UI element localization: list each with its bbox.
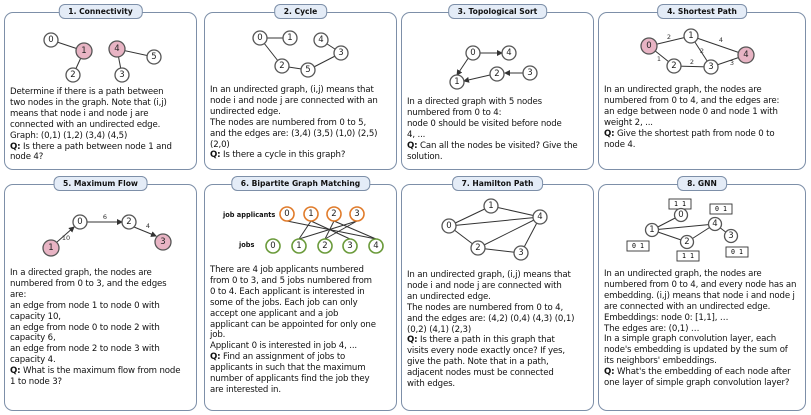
embedding-box xyxy=(677,251,699,261)
topological-graph xyxy=(402,13,595,88)
svg-text:2: 2 xyxy=(126,217,132,227)
svg-text:1: 1 xyxy=(656,55,662,63)
panel-title: 8. GNN xyxy=(677,176,727,191)
bipartite-graph xyxy=(205,185,398,260)
svg-text:0 1: 0 1 xyxy=(731,248,743,256)
hamilton-graph xyxy=(402,185,595,265)
job-node xyxy=(292,239,306,253)
panel-title: 2. Cycle xyxy=(274,4,328,19)
graph-node xyxy=(283,31,297,45)
job-node xyxy=(318,239,332,253)
svg-text:4: 4 xyxy=(506,48,512,58)
graph-node xyxy=(490,67,504,81)
graph-node xyxy=(115,68,129,82)
graph-node xyxy=(66,68,80,82)
svg-text:0: 0 xyxy=(446,221,452,231)
svg-text:2: 2 xyxy=(279,61,285,71)
graph-node xyxy=(44,33,58,47)
panel-gnn xyxy=(598,179,806,411)
svg-text:1: 1 xyxy=(308,209,314,219)
graph-node xyxy=(738,47,754,63)
svg-text:2: 2 xyxy=(322,241,328,251)
svg-text:2: 2 xyxy=(671,61,677,71)
svg-text:0: 0 xyxy=(77,217,83,227)
embedding-box xyxy=(710,204,732,214)
graph-node xyxy=(450,75,464,89)
svg-text:3: 3 xyxy=(160,237,166,247)
svg-text:3: 3 xyxy=(708,62,714,72)
svg-text:5: 5 xyxy=(151,52,157,62)
svg-text:10: 10 xyxy=(61,234,71,242)
graph-node xyxy=(314,33,328,47)
graph-node xyxy=(147,50,161,64)
panel-text: Determine if there is a path between two nodes in the graph. Note that (i,j) means that node i and node j are connected with an undirected edge. Graph: (0,1) (1,2) (3,4) (4,5) Q: Is there a path between node 1 and node 4? xyxy=(10,87,172,163)
graph-node xyxy=(725,230,738,243)
svg-text:0 1: 0 1 xyxy=(632,242,644,250)
svg-text:0: 0 xyxy=(48,35,54,45)
graph-node xyxy=(667,59,681,73)
panel-text: In an undirected graph, (i,j) means that node i and node j are connected with an undirected edge. The nodes are numbered from 0 to 4, and the edges are: (4,2) (0,4) (4,3) (0,1) (0,2) (4,1) (2,3) Q: Is there a path in this graph that visits every node exactly once? If yes, give the path. Note that in a path, adjacent nodes must be connected with edges. xyxy=(407,270,575,390)
svg-text:0: 0 xyxy=(257,33,263,43)
svg-text:1: 1 xyxy=(81,46,87,56)
graph-node xyxy=(484,199,498,213)
panel-text: In a directed graph, the nodes are numbered from 0 to 3, and the edges are: an edge from node 1 to node 0 with capacity 10, an edge from node 0 to node 2 with capacity 6, an edge from node 2 to node 3 with capacity 4. Q: What is the maximum flow from node 1 to node 3? xyxy=(10,268,181,388)
applicant-node xyxy=(304,207,318,221)
graph-node xyxy=(43,240,59,256)
svg-text:3: 3 xyxy=(354,209,360,219)
graph-node xyxy=(334,46,348,60)
svg-text:4: 4 xyxy=(712,219,718,229)
svg-text:2: 2 xyxy=(699,47,705,55)
svg-text:2: 2 xyxy=(689,58,695,66)
graph-node xyxy=(681,236,694,249)
graph-node xyxy=(684,29,698,43)
panel-title: 4. Shortest Path xyxy=(657,4,747,19)
panel-title: 6. Bipartite Graph Matching xyxy=(231,176,370,191)
svg-text:1: 1 xyxy=(454,77,460,87)
graph-node xyxy=(301,63,315,77)
svg-text:2: 2 xyxy=(331,209,337,219)
graph-node xyxy=(442,219,456,233)
svg-text:1: 1 xyxy=(296,241,302,251)
graph-node xyxy=(73,215,87,229)
svg-text:4: 4 xyxy=(718,36,724,44)
applicant-node xyxy=(350,207,364,221)
svg-text:0: 0 xyxy=(678,210,684,220)
svg-text:4: 4 xyxy=(743,50,749,60)
embedding-box xyxy=(627,241,649,251)
svg-text:1: 1 xyxy=(649,225,655,235)
graph-node xyxy=(275,59,289,73)
embedding-box xyxy=(669,199,691,209)
svg-text:1: 1 xyxy=(48,243,54,253)
svg-text:1: 1 xyxy=(688,31,694,41)
job-node xyxy=(266,239,280,253)
graph-node xyxy=(155,234,171,250)
svg-text:3: 3 xyxy=(338,48,344,58)
graph-node xyxy=(122,215,136,229)
graph-node xyxy=(533,210,547,224)
applicant-node xyxy=(280,207,294,221)
shortest-path-graph xyxy=(599,13,807,88)
graph-node xyxy=(675,209,688,222)
job-node xyxy=(369,239,383,253)
graph-node xyxy=(76,43,92,59)
panel-title: 1. Connectivity xyxy=(58,4,142,19)
svg-text:0: 0 xyxy=(646,41,652,51)
svg-text:0: 0 xyxy=(470,48,476,58)
graph-node xyxy=(466,46,480,60)
svg-text:3: 3 xyxy=(527,68,533,78)
svg-text:1: 1 xyxy=(488,201,494,211)
svg-text:0: 0 xyxy=(284,209,290,219)
svg-text:job applicants: job applicants xyxy=(223,211,276,219)
max-flow-graph xyxy=(5,185,198,260)
graph-node xyxy=(514,246,528,260)
panel-topological-sort xyxy=(401,7,594,170)
svg-text:4: 4 xyxy=(318,35,324,45)
graph-node xyxy=(253,31,267,45)
svg-text:0 1: 0 1 xyxy=(715,205,727,213)
panel-text: In an undirected graph, (i,j) means that node i and node j are connected with an undirected edge. The nodes are numbered from 0 to 5, and the edges are: (3,4) (3,5) (1,0) (2,5) (2,0) Q: Is there a cycle in this graph? xyxy=(210,85,378,161)
gnn-graph xyxy=(599,185,807,265)
svg-text:3: 3 xyxy=(518,248,524,258)
panel-title: 5. Maximum Flow xyxy=(53,176,148,191)
panel-text: In an undirected graph, the nodes are numbered from 0 to 4, and the edges are: an edge between node 0 and node 1 with weight 2, ... Q: Give the shortest path from node 0 to node 4. xyxy=(604,85,780,150)
panel-text: In a directed graph with 5 nodes numbered from 0 to 4: node 0 should be visited before node 4, ... Q: Can all the nodes be visited? Give the solution. xyxy=(407,97,578,162)
panel-maximum-flow xyxy=(4,179,197,411)
panel-text: In an undirected graph, the nodes are numbered from 0 to 4, and every node has an embedding. (i,j) means that node i and node j are connected with an undirected edge. Embeddings: node 0: [1,1], … The edges are: (0,1) … In a simple graph convolution layer, each node's embedding is updated by the sum of its neighbors' embeddings. Q: What's the embedding of each node after one layer of simple graph convolution layer? xyxy=(604,269,797,389)
panel-cycle xyxy=(204,7,397,170)
panel-title: 7. Hamilton Path xyxy=(452,176,544,191)
svg-text:3: 3 xyxy=(347,241,353,251)
graph-node xyxy=(646,224,659,237)
graph-node xyxy=(502,46,516,60)
applicant-node xyxy=(327,207,341,221)
svg-text:0: 0 xyxy=(270,241,276,251)
graph-node xyxy=(471,241,485,255)
connectivity-graph xyxy=(5,13,198,88)
svg-text:3: 3 xyxy=(728,231,734,241)
svg-text:4: 4 xyxy=(114,44,120,54)
graph-node xyxy=(709,218,722,231)
svg-text:4: 4 xyxy=(537,212,543,222)
svg-text:2: 2 xyxy=(684,237,690,247)
svg-text:4: 4 xyxy=(145,222,151,230)
svg-text:3: 3 xyxy=(119,70,125,80)
svg-text:1: 1 xyxy=(287,33,293,43)
graph-node xyxy=(641,38,657,54)
svg-text:2: 2 xyxy=(70,70,76,80)
graph-node xyxy=(109,41,125,57)
panel-bipartite-matching xyxy=(204,179,397,411)
svg-text:1 1: 1 1 xyxy=(682,252,694,260)
svg-text:jobs: jobs xyxy=(239,241,255,249)
svg-text:2: 2 xyxy=(494,69,500,79)
panel-connectivity xyxy=(4,7,197,170)
svg-text:2: 2 xyxy=(475,243,481,253)
panel-text: There are 4 job applicants numbered from 0 to 3, and 5 jobs numbered from 0 to 4. Each applicant is interested in some of the jobs. Each job can only accept one applicant and a job applicant can be appointed for only one job. Applicant 0 is interested in job 4, ... Q: Find an assignment of jobs to applicants in such that the maximum number of applicants find the job they are interested in. xyxy=(210,265,376,395)
cycle-graph xyxy=(205,13,398,88)
svg-text:1 1: 1 1 xyxy=(674,200,686,208)
svg-text:2: 2 xyxy=(666,33,672,41)
embedding-box xyxy=(726,247,748,257)
svg-text:3: 3 xyxy=(729,59,735,67)
graph-node xyxy=(704,60,718,74)
svg-text:5: 5 xyxy=(305,65,311,75)
graph-node xyxy=(523,66,537,80)
job-node xyxy=(343,239,357,253)
panel-hamilton-path xyxy=(401,179,594,411)
panel-shortest-path xyxy=(598,7,806,170)
svg-text:6: 6 xyxy=(102,213,108,221)
svg-text:4: 4 xyxy=(373,241,379,251)
panel-title: 3. Topological Sort xyxy=(448,4,548,19)
